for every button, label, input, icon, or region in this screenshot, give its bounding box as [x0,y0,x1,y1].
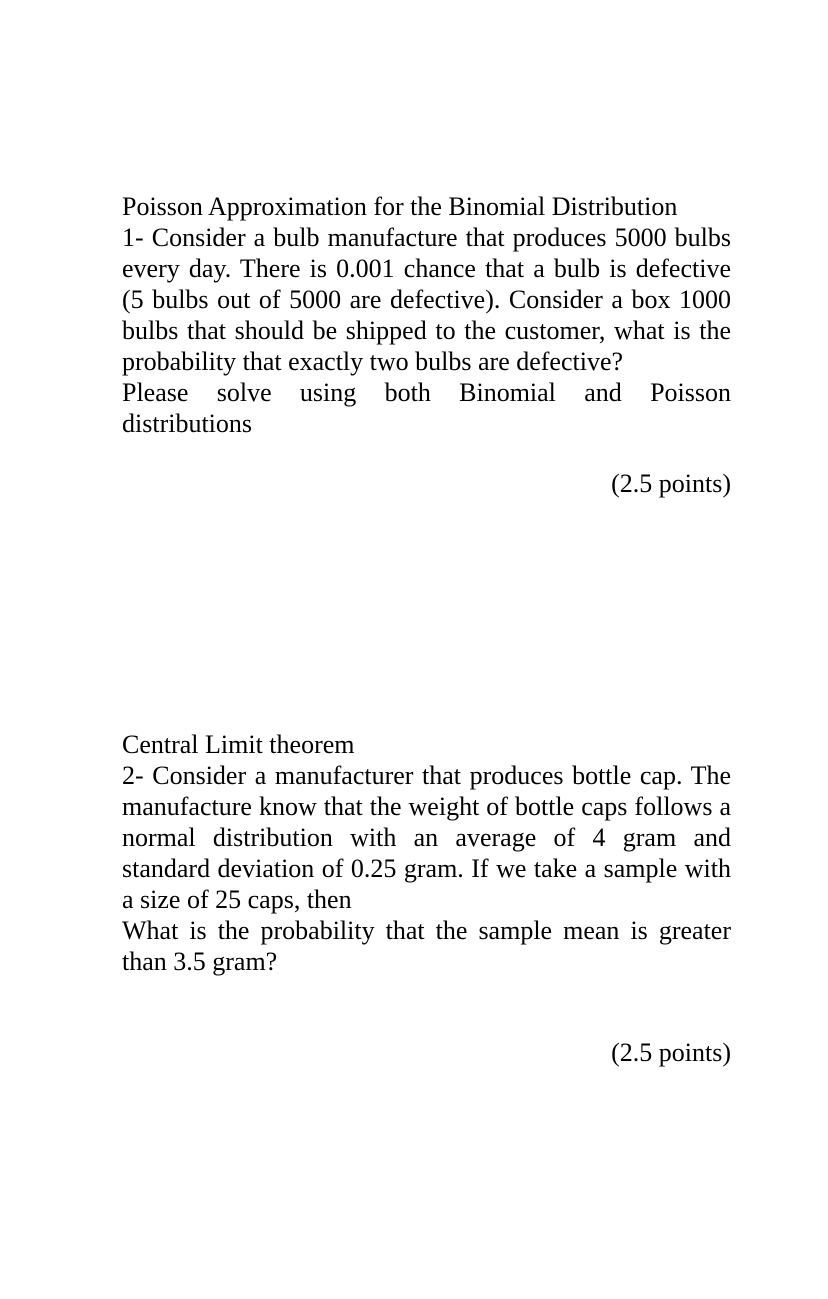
section-heading: Central Limit theorem [122,730,355,759]
question-instruction: Please solve using both Binomial and Poisson distributions [122,378,731,438]
points-label: (2.5 points) [611,469,731,498]
section-heading: Poisson Approximation for the Binomial Distribution [122,192,678,221]
question-text: 2- Consider a manufacturer that produces bottle cap. The manufacture know that the weight of bottle caps follows a normal distribution with an average of 4 gram and standard deviation of 0.25 gram. If we take a sample with a size of 25 caps, then [122,761,731,914]
points-label: (2.5 points) [611,1038,731,1067]
question-2-section [122,729,731,1068]
question-text: 1- Consider a bulb manufacture that produces 5000 bulbs every day. There is 0.001 chance that a bulb is defective (5 bulbs out of 5000 are defective). Consider a box 1000 bulbs that should be shipped to the customer, what is the probability that exactly two bulbs are defective? [122,223,731,376]
question-1-section [122,191,731,499]
question-instruction: What is the probability that the sample mean is greater than 3.5 gram? [122,916,731,976]
